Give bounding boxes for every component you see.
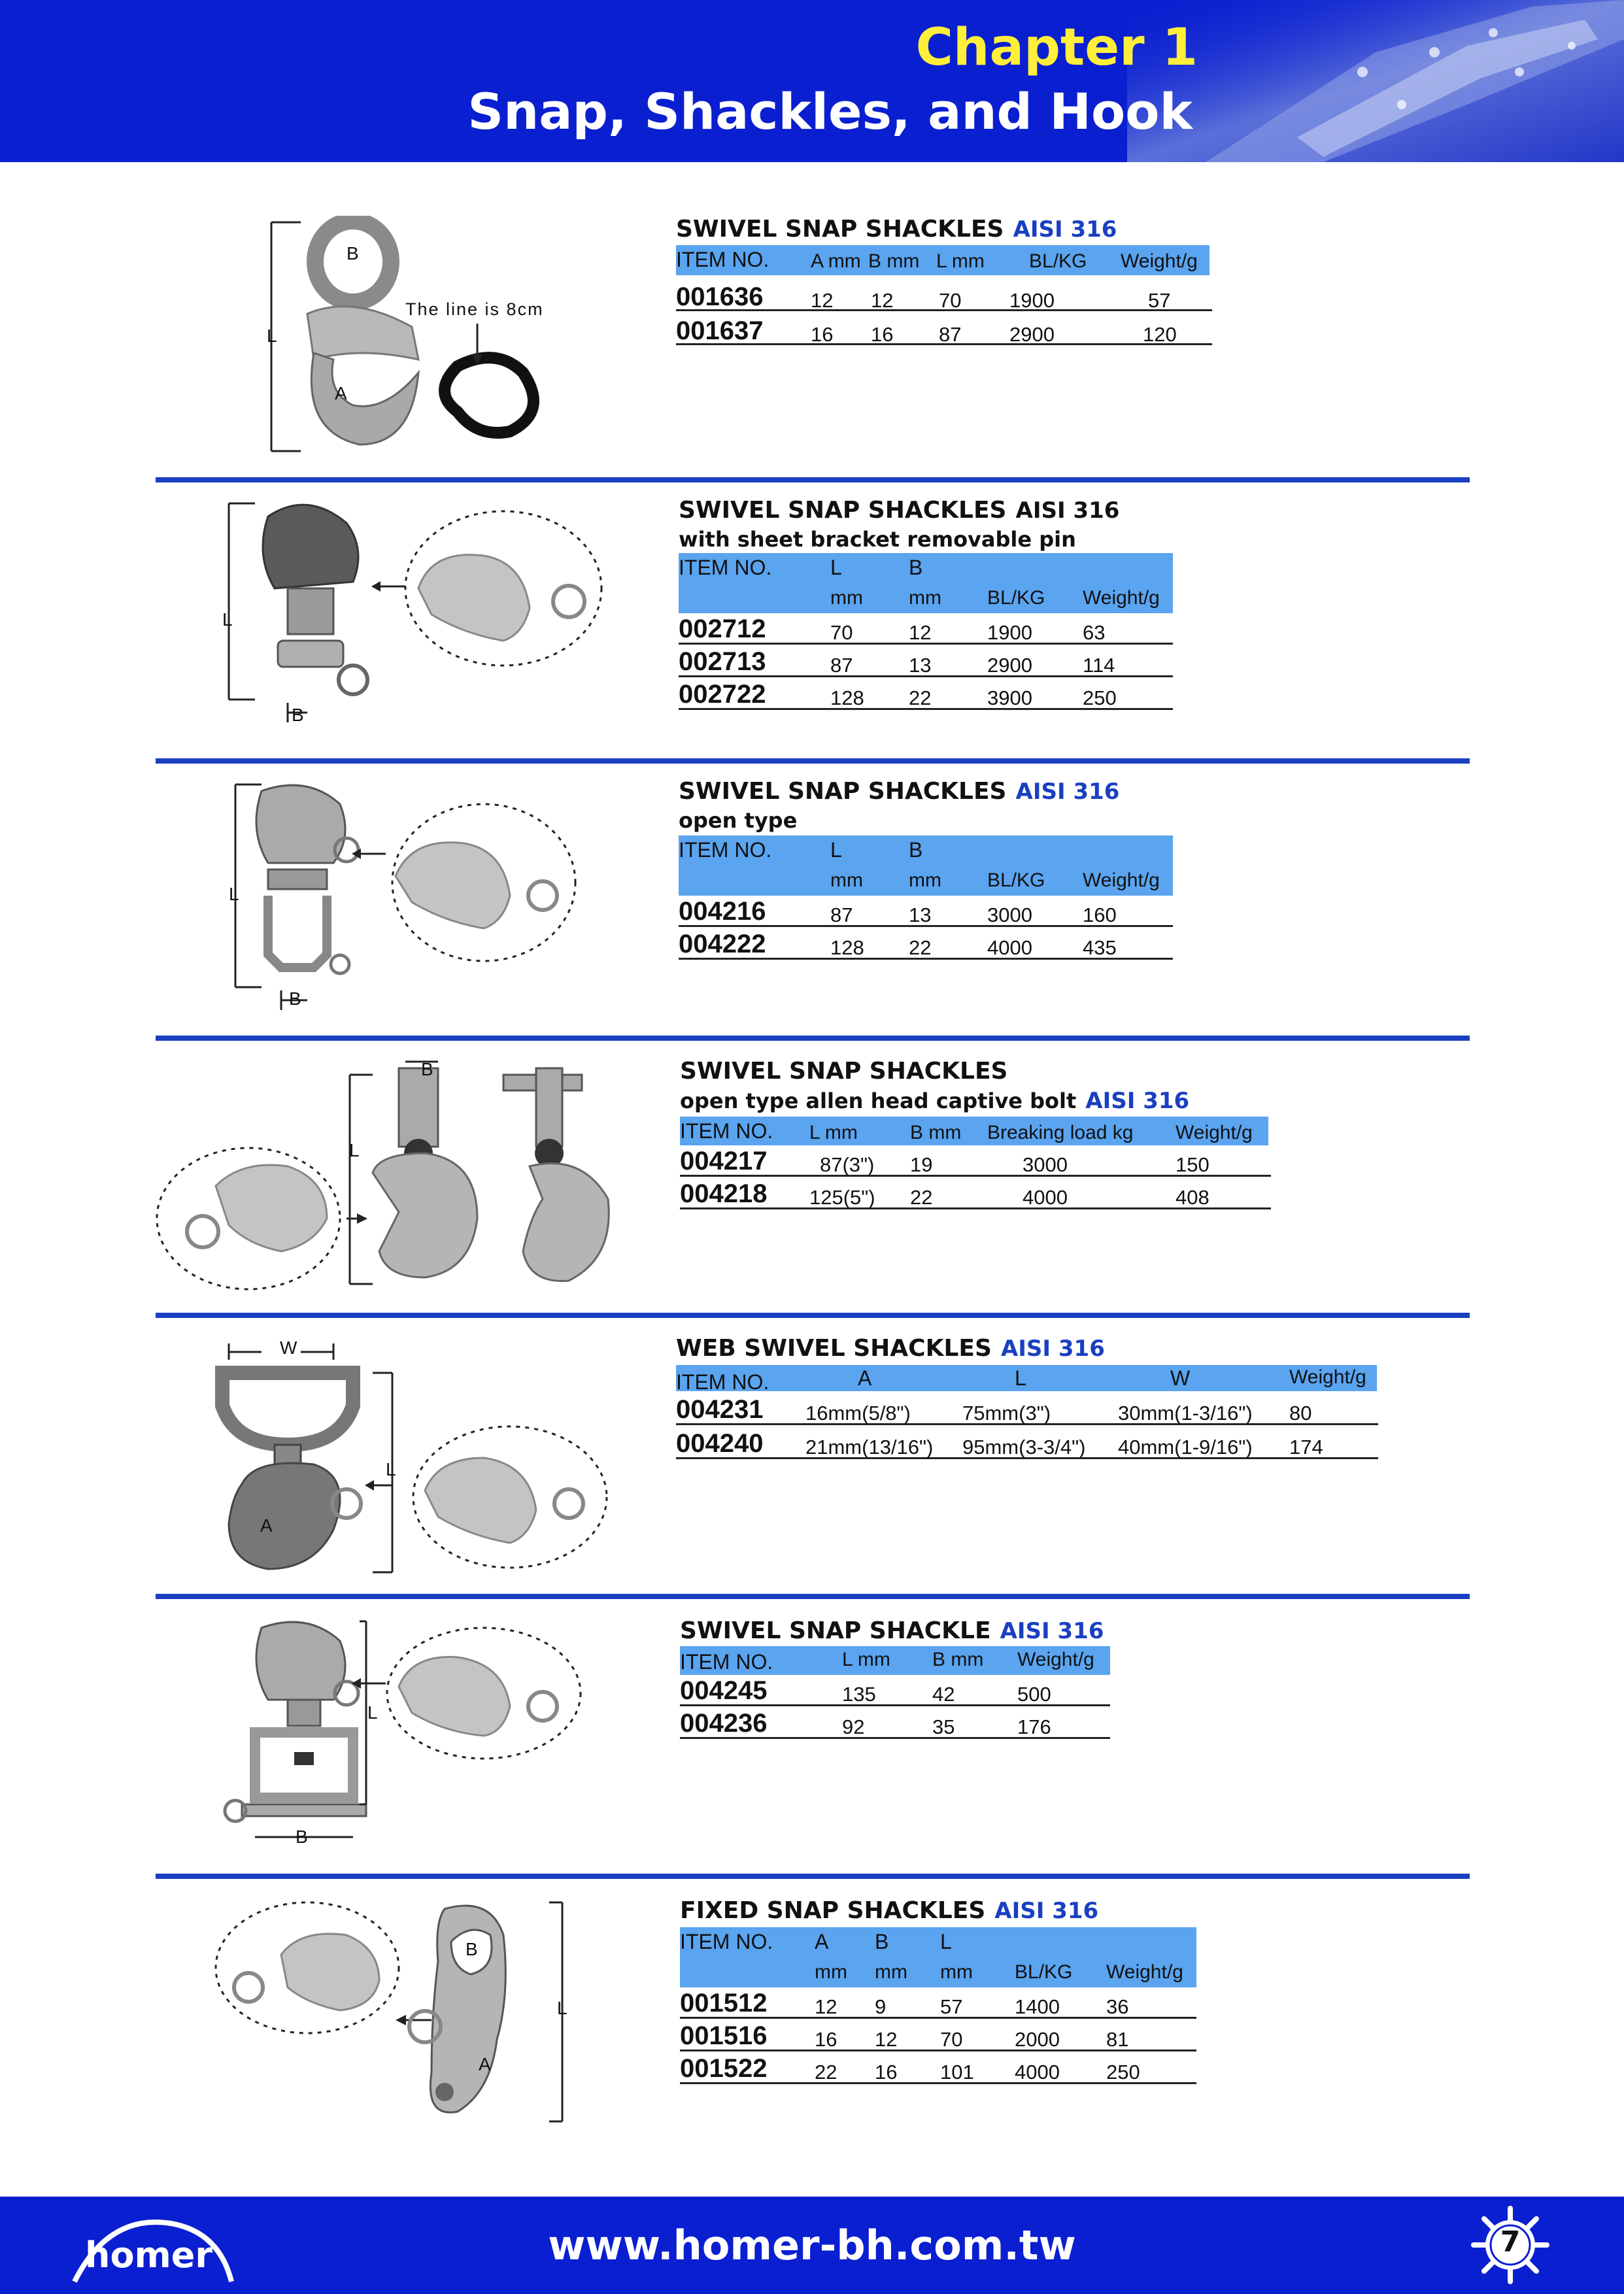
section-divider <box>156 477 1470 482</box>
web-swivel-shackle-drawing <box>203 1334 621 1582</box>
section-divider <box>156 1036 1470 1041</box>
section-divider <box>156 1313 1470 1318</box>
table-row: 002722 128 22 3900 250 <box>679 680 1173 710</box>
fixed-snap-shackle-drawing <box>209 1896 575 2131</box>
dimension-l-label: L <box>267 326 277 346</box>
table-row: 004217 87(3") 19 3000 150 <box>680 1147 1271 1177</box>
page-header <box>0 0 1624 162</box>
dimension-b-label: B <box>421 1059 433 1079</box>
line-length-note: The line is 8cm <box>405 299 544 319</box>
table-row: 004231 16mm(5/8") 75mm(3") 30mm(1-3/16") 80 <box>676 1392 1378 1425</box>
dimension-b-label: B <box>465 1939 478 1959</box>
snap-shackle-open-type-drawing <box>222 778 588 1013</box>
section-divider <box>156 758 1470 764</box>
dimension-b-label: B <box>347 243 359 263</box>
product-title: SWIVEL SNAP SHACKLES AISI 316 <box>679 497 1120 524</box>
page-footer <box>0 2197 1624 2294</box>
table-header: ITEM NO. L B mm mm BL/KG Weight/g <box>679 553 1173 613</box>
swivel-snap-shackle-bracket-drawing <box>222 1615 615 1850</box>
product-subtitle: open type <box>679 808 798 833</box>
product-title: FIXED SNAP SHACKLES AISI 316 <box>680 1897 1099 1924</box>
table-row: 004216 87 13 3000 160 <box>679 897 1173 927</box>
table-header: ITEM NO. L mm B mm Breaking load kg Weight/g <box>680 1117 1268 1145</box>
dimension-l-label: L <box>349 1140 360 1160</box>
product-subtitle: open type allen head captive bolt AISI 316 <box>680 1088 1190 1114</box>
table-row: 002713 87 13 2900 114 <box>679 647 1173 677</box>
table-row: 002712 70 12 1900 63 <box>679 615 1173 645</box>
dimension-a-label: A <box>335 383 347 403</box>
table-header: ITEM NO. A B L mm mm mm BL/KG Weight/g <box>680 1927 1196 1987</box>
dimension-l-label: L <box>229 884 239 904</box>
snap-shackle-allen-head-drawing <box>150 1055 634 1297</box>
section-divider <box>156 1874 1470 1879</box>
table-row: 004236 92 35 176 <box>680 1709 1110 1739</box>
product-title: SWIVEL SNAP SHACKLE AISI 316 <box>680 1617 1104 1644</box>
table-row: 001636 12 12 70 1900 57 <box>676 277 1212 311</box>
product-title: SWIVEL SNAP SHACKLES AISI 316 <box>676 216 1117 243</box>
table-row: 004222 128 22 4000 435 <box>679 930 1173 960</box>
page-title: Snap, Shackles, and Hook <box>467 82 1193 141</box>
table-row: 001637 16 16 87 2900 120 <box>676 312 1212 345</box>
dimension-b-label: B <box>296 1827 308 1847</box>
dimension-a-label: A <box>479 2054 491 2074</box>
table-row: 001512 12 9 57 1400 36 <box>680 1989 1196 2019</box>
marine-hardware-header-image <box>1127 0 1624 162</box>
material-grade: AISI 316 <box>1013 216 1117 243</box>
table-row: 001516 16 12 70 2000 81 <box>680 2021 1196 2051</box>
table-row: 004240 21mm(13/16") 95mm(3-3/4") 40mm(1-9/16") 174 <box>676 1426 1378 1459</box>
table-row: 004218 125(5") 22 4000 408 <box>680 1179 1271 1209</box>
dimension-b-label: B <box>292 705 304 725</box>
snap-shackle-sheet-bracket-drawing <box>216 497 608 732</box>
dimension-w-label: W <box>280 1338 297 1358</box>
table-header: ITEM NO. L mm B mm Weight/g <box>680 1646 1110 1675</box>
table-row: 004245 135 42 500 <box>680 1676 1110 1706</box>
dimension-l-label: L <box>557 1998 567 2018</box>
product-subtitle: with sheet bracket removable pin <box>679 527 1076 552</box>
chapter-label: Chapter 1 <box>915 18 1198 77</box>
table-header: ITEM NO. L B mm mm BL/KG Weight/g <box>679 835 1173 896</box>
dimension-l-label: L <box>386 1459 396 1479</box>
homer-logo-text: homer <box>85 2235 213 2276</box>
website-url[interactable]: www.homer-bh.com.tw <box>548 2221 1076 2269</box>
product-title: SWIVEL SNAP SHACKLES <box>680 1058 1008 1085</box>
product-title: WEB SWIVEL SHACKLES AISI 316 <box>676 1335 1105 1362</box>
table-header: ITEM NO. A L W Weight/g <box>676 1365 1377 1391</box>
swivel-snap-shackle-drawing <box>262 216 575 464</box>
section-divider <box>156 1594 1470 1599</box>
dimension-a-label: A <box>260 1515 273 1536</box>
table-row: 001522 22 16 101 4000 250 <box>680 2054 1196 2084</box>
page-number: 7 <box>1500 2225 1521 2259</box>
dimension-l-label: L <box>367 1702 378 1723</box>
dimension-l-label: L <box>222 609 233 630</box>
table-header: ITEM NO. A mm B mm L mm BL/KG Weight/g <box>676 245 1210 275</box>
dimension-b-label: B <box>289 988 301 1009</box>
product-title: SWIVEL SNAP SHACKLES AISI 316 <box>679 778 1120 805</box>
